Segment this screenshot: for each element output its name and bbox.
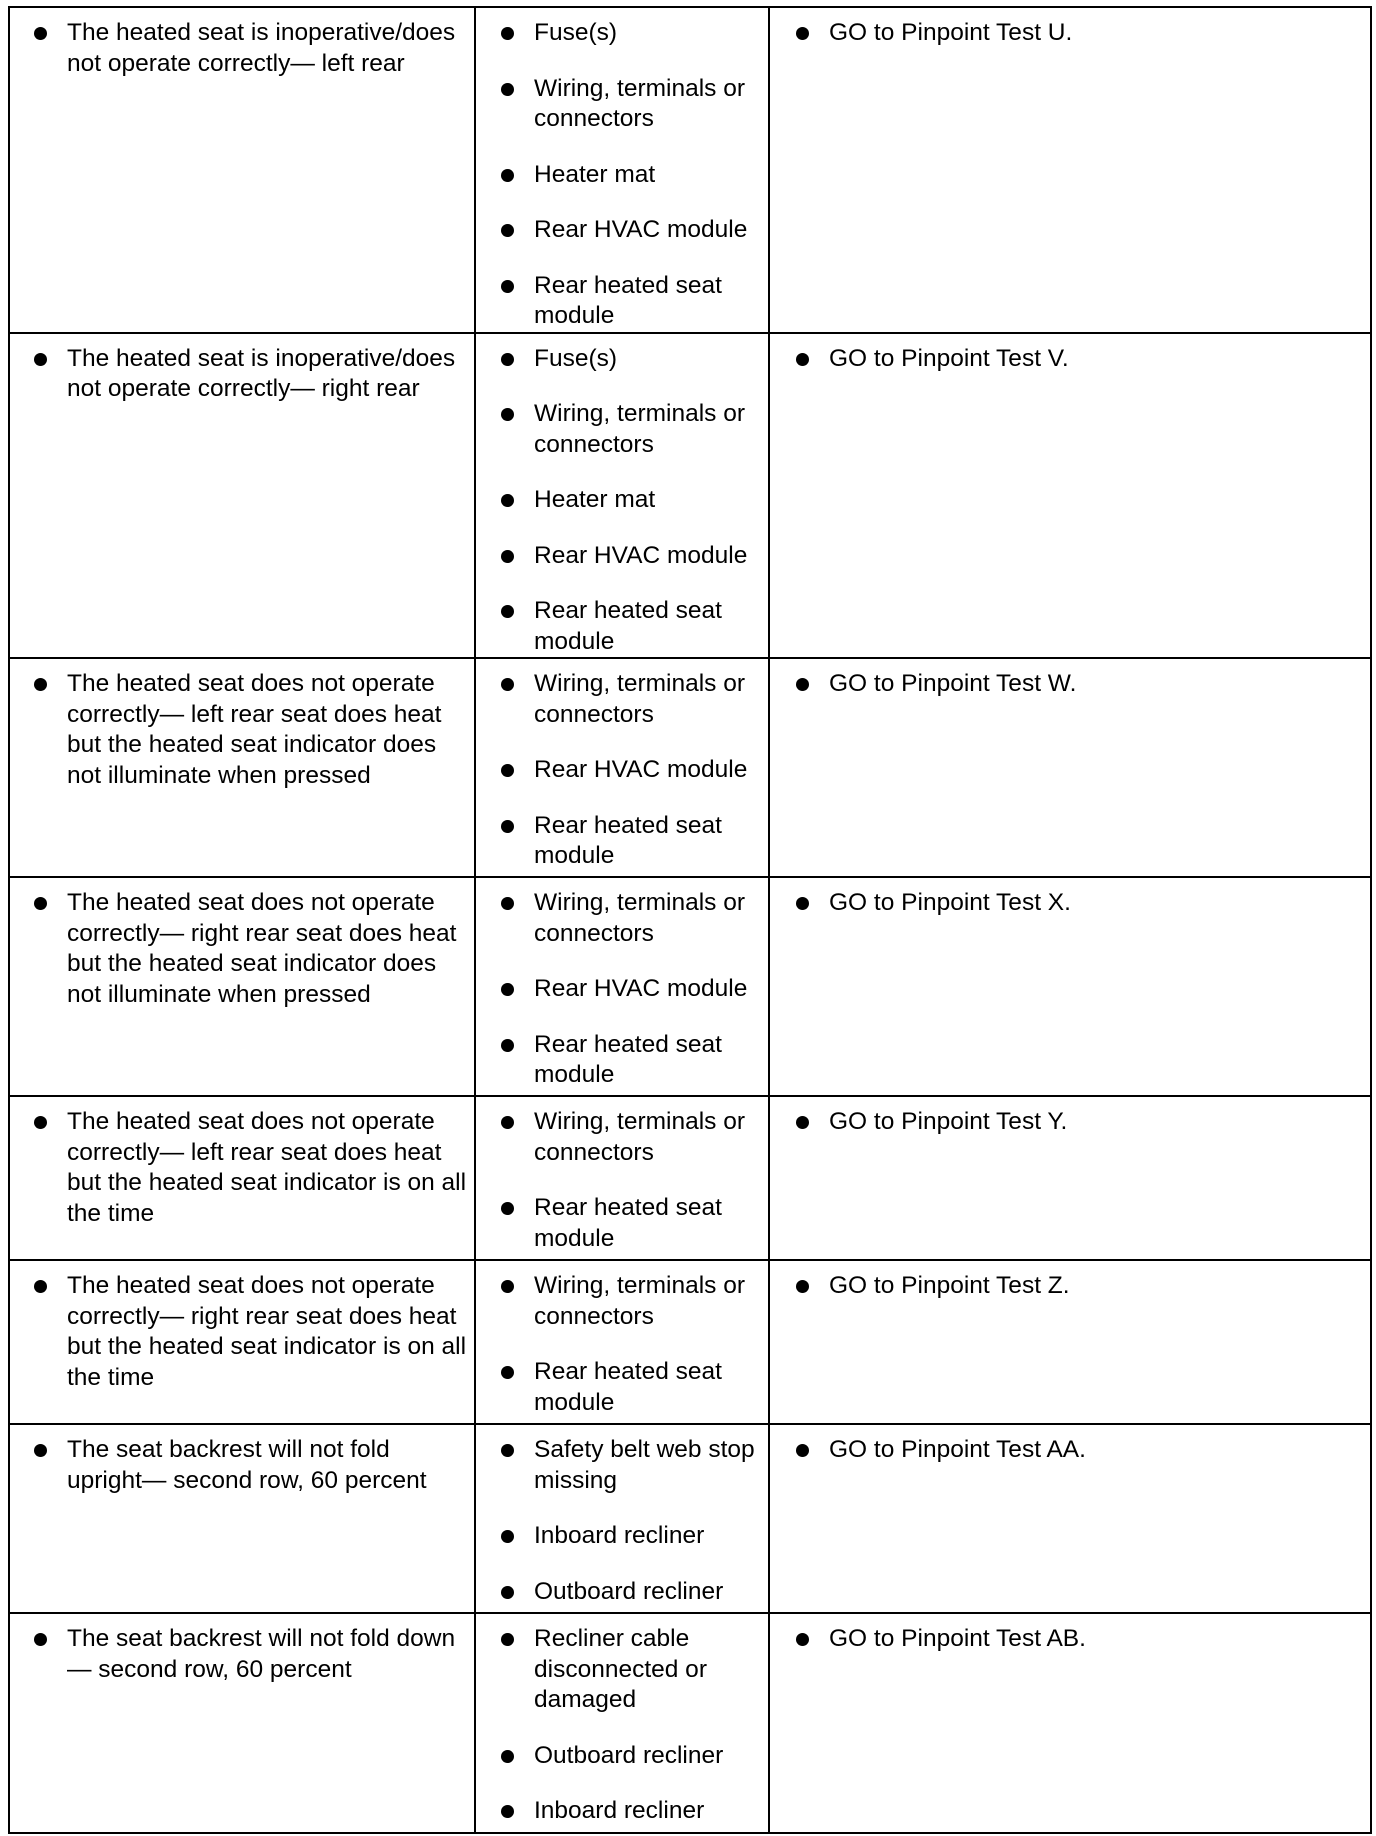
table-row: [9, 1613, 1371, 1833]
source-item: Safety belt web stop missing: [534, 1435, 764, 1496]
possible-sources-cell: [475, 7, 769, 333]
source-item: Rear heated seat module: [534, 1357, 764, 1418]
action-text: GO to Pinpoint Test Z.: [829, 1271, 1366, 1302]
source-item: Recliner cable disconnected or damaged: [534, 1624, 764, 1716]
symptom-text: The heated seat is inoperative/does not operate correctly— right rear: [67, 344, 470, 405]
source-item: Rear HVAC module: [534, 215, 764, 246]
symptom-text: The heated seat is inoperative/does not operate correctly— left rear: [67, 18, 470, 79]
symptom-cell: [9, 7, 475, 333]
action-text: GO to Pinpoint Test U.: [829, 18, 1366, 49]
source-item: Rear HVAC module: [534, 974, 764, 1005]
source-item: Wiring, terminals or connectors: [534, 888, 764, 949]
source-item: Wiring, terminals or connectors: [534, 399, 764, 460]
source-item: Wiring, terminals or connectors: [534, 74, 764, 135]
source-item: Rear HVAC module: [534, 755, 764, 786]
table-row: [9, 1424, 1371, 1613]
source-item: Heater mat: [534, 485, 764, 516]
symptom-cell: [9, 1260, 475, 1424]
table-row: [9, 658, 1371, 877]
action-cell: [769, 877, 1371, 1096]
possible-sources-cell: [475, 1096, 769, 1260]
symptom-cell: [9, 1424, 475, 1613]
diagnostic-table: [8, 6, 1372, 1834]
table-row: [9, 1260, 1371, 1424]
source-item: Wiring, terminals or connectors: [534, 1271, 764, 1332]
action-text: GO to Pinpoint Test AB.: [829, 1624, 1366, 1655]
symptom-cell: [9, 877, 475, 1096]
source-item: Wiring, terminals or connectors: [534, 669, 764, 730]
action-cell: [769, 333, 1371, 659]
source-item: Outboard recliner: [534, 1741, 764, 1772]
source-item: Heater mat: [534, 160, 764, 191]
action-text: GO to Pinpoint Test Y.: [829, 1107, 1366, 1138]
symptom-cell: [9, 658, 475, 877]
table-row: [9, 877, 1371, 1096]
action-cell: [769, 1424, 1371, 1613]
action-text: GO to Pinpoint Test X.: [829, 888, 1366, 919]
action-cell: [769, 1260, 1371, 1424]
symptom-text: The heated seat does not operate correctly— right rear seat does heat but the heated seat indicator does not illuminate when pressed: [67, 888, 470, 1010]
source-item: Fuse(s): [534, 18, 764, 49]
symptom-text: The heated seat does not operate correctly— left rear seat does heat but the heated seat indicator is on all the time: [67, 1107, 470, 1229]
action-text: GO to Pinpoint Test W.: [829, 669, 1366, 700]
possible-sources-cell: [475, 1260, 769, 1424]
source-item: Rear heated seat module: [534, 271, 764, 332]
table-row: [9, 7, 1371, 333]
symptom-text: The seat backrest will not fold upright— second row, 60 percent: [67, 1435, 470, 1496]
symptom-text: The heated seat does not operate correctly— left rear seat does heat but the heated seat indicator does not illuminate when pressed: [67, 669, 470, 791]
source-item: Inboard recliner: [534, 1521, 764, 1552]
symptom-text: The seat backrest will not fold down— second row, 60 percent: [67, 1624, 470, 1685]
table-row: [9, 1096, 1371, 1260]
symptom-text: The heated seat does not operate correctly— right rear seat does heat but the heated seat indicator is on all the time: [67, 1271, 470, 1393]
possible-sources-cell: [475, 658, 769, 877]
source-item: Rear HVAC module: [534, 541, 764, 572]
action-text: GO to Pinpoint Test V.: [829, 344, 1366, 375]
action-cell: [769, 658, 1371, 877]
action-cell: [769, 1096, 1371, 1260]
symptom-cell: [9, 1613, 475, 1833]
action-cell: [769, 1613, 1371, 1833]
source-item: Rear heated seat module: [534, 811, 764, 872]
source-item: Inboard recliner: [534, 1796, 764, 1827]
action-text: GO to Pinpoint Test AA.: [829, 1435, 1366, 1466]
symptom-cell: [9, 1096, 475, 1260]
possible-sources-cell: [475, 1424, 769, 1613]
source-item: Rear heated seat module: [534, 1193, 764, 1254]
possible-sources-cell: [475, 1613, 769, 1833]
source-item: Fuse(s): [534, 344, 764, 375]
action-cell: [769, 7, 1371, 333]
source-item: Rear heated seat module: [534, 596, 764, 657]
possible-sources-cell: [475, 877, 769, 1096]
possible-sources-cell: [475, 333, 769, 659]
source-item: Outboard recliner: [534, 1577, 764, 1608]
source-item: Rear heated seat module: [534, 1030, 764, 1091]
table-row: [9, 333, 1371, 659]
symptom-cell: [9, 333, 475, 659]
source-item: Wiring, terminals or connectors: [534, 1107, 764, 1168]
